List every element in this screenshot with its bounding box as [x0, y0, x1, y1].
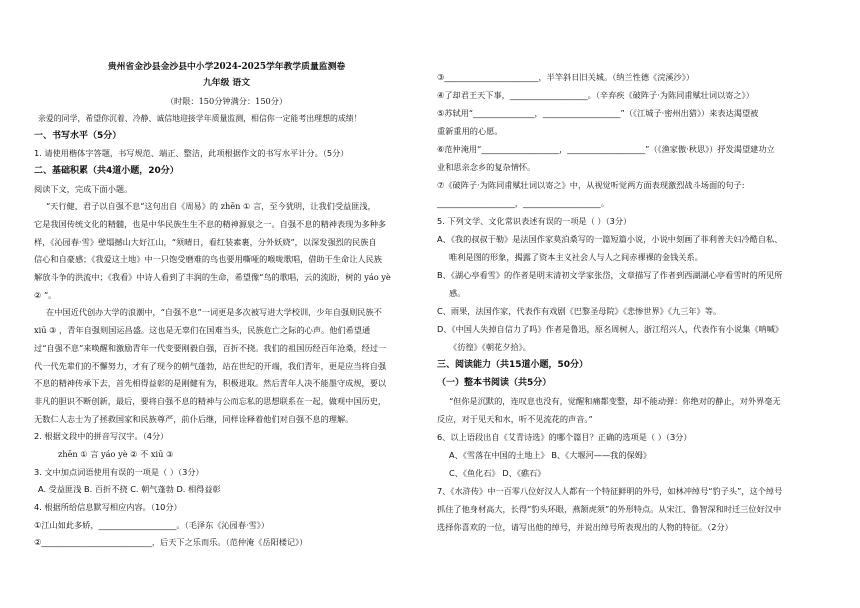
- question-7: 7、《水浒传》中一百零八位好汉人人都有一个特征鲜明的外号，如林冲绰号“豹子头”，这个绰号: [437, 486, 783, 496]
- exam-time: （时限：150分钟满分：150分）: [165, 96, 288, 106]
- question-4-item: ②___________________________，后天下之乐而乐。（范仲淹《岳阳楼记》）: [34, 537, 308, 547]
- passage-line: 代一代先辈们的不懈努力，才有了现今的朝气蓬勃，站在世纪的开端，我们青年，更是应当将自强: [34, 361, 387, 371]
- passage-line: 无数仁人志士为了拯救国家和民族尊严，前仆后继，同样诠释着他们对自强不息的理解。: [34, 414, 354, 424]
- exam-subtitle: 九年级 语文: [202, 78, 251, 88]
- exam-title: 贵州省金沙县金沙县中小学2024-2025学年教学质量监测卷: [107, 62, 346, 72]
- question-6-options: A、《雪落在中国的土地上》 B、《大堰河——我的保姆》: [449, 450, 652, 460]
- question-4-item: ①江山如此多娇，___________________。（毛泽东《沁园春·雪》）: [34, 520, 270, 530]
- recitation-item: ④了却君王天下事，___________________。（辛弃疾《破阵子·为陈同甫赋壮词以寄之》）: [437, 90, 754, 100]
- recitation-item: 业和思亲念乡的复杂情怀。: [437, 162, 536, 172]
- recitation-item: ⑤苏轼用“_______________，___________________”（《江城子·密州出猎》）来表达渴望被: [437, 108, 759, 118]
- question-5-option: 《彷徨》《朝花夕拾》。: [449, 342, 531, 352]
- poem-quote: 反应，对于见天和水，听不见流花的声音。”: [437, 414, 593, 424]
- passage-line: 过“自强不息”来唤醒和激励青年一代变要刚毅自强，百折不挠。我们的祖国历经百年沧桑，经过一: [34, 343, 387, 353]
- poem-quote: “但你是沉默的，连叹息也没有，觉醒和痛都变整，却不能动弹：你绝对的静止，对外界毫无: [449, 396, 781, 406]
- recitation-item: ⑥范仲淹用“___________________，___________________”（《渔家傲·秋思》）抒发渴望建功立: [437, 144, 775, 154]
- passage-line: ② ”。: [34, 290, 57, 300]
- exam-note: 亲爱的同学，希望你沉着、冷静、诚信地迎接学年质量监测，相信你一定能考出理想的成绩！: [38, 114, 362, 123]
- passage-line: 信心和自豪感；《我爱这土地》中一只饱受磨难的鸟也要用嘶哑的喉咙歌唱，借助于生命让人民族: [34, 254, 382, 264]
- passage-line: xiū ③ ，青年自强则国运昌盛。这也是无辜们在国难当头，民族危亡之际的心声。他们希望通: [34, 325, 371, 335]
- section-1-title: 一、书写水平（5分）: [34, 131, 122, 141]
- question-5: 5. 下列文学、文化常识表述有误的一项是（ ）（3分）: [437, 216, 632, 226]
- question-1: 1. 请使用楷体字答题，书写规范、端正、整洁，此项根据作文的书写水平计分。（5分）: [34, 148, 349, 158]
- question-6: 6、以上语段出自《艾青诗选》的哪个篇目？正确的选项是（ ）（3分）: [437, 432, 692, 442]
- question-4: 4. 根据所给信息默写相应内容。（10分）: [34, 502, 182, 512]
- question-6-options: C、《鱼化石》 D、《礁石》: [449, 468, 546, 478]
- reading-intro: 阅读下文，完成下面小题。: [34, 184, 133, 194]
- question-5-option: D、《中国人失掉自信力了吗》作者是鲁迅，原名周树人，浙江绍兴人，代表作有小说集《呐喊》: [437, 324, 784, 334]
- passage-line: 解放斗争的洪流中；《我看》中诗人看到了丰润的生命，希望像“鸟的歌唱，云的流盼，树的 yáo yè: [34, 272, 391, 282]
- question-2-fill: zhēn ① 言 yáo yè ② 不 xiū ③: [58, 449, 174, 459]
- recitation-item: ___________________，___________________。: [437, 198, 609, 208]
- section-3-subtitle: （一）整本书阅读（共5分）: [437, 378, 552, 388]
- question-7: 选择你喜欢的一位，请写出他的绰号，并说出绰号所表现出的人物的特征。（2分）: [437, 522, 733, 532]
- section-2-title: 二、基础积累（共4道小题，20分）: [34, 166, 179, 176]
- question-7: 抓住了他身材高大，长得“豹头环眼，燕颔虎须”的外形特点。从宋江、鲁智深和时迁三位好汉中: [437, 504, 782, 514]
- question-5-option: C、雨果，法国作家，代表作有戏剧《巴黎圣母院》《悲惨世界》《九三年》等。: [437, 306, 722, 316]
- passage-line: 样，《沁园春·雪》壁塌撼山大好江山，“须晴日，看红装素裹，分外妖娆”，以深发强烈的民族自: [34, 237, 377, 247]
- question-5-option: B、《湖心亭看雪》的作者是明末清初文学家张岱，文章描写了作者到西湖湖心亭看雪时的所见所: [437, 270, 783, 280]
- question-5-option: 感。: [449, 288, 466, 298]
- passage-line: “天行健，君子以自强不息”这句出自《周易》的 zhēn ① 言，至今犹明，让我们受益匪浅，: [46, 201, 376, 211]
- passage-line: 它是我国传统文化的精髓，也是中华民族生生不息的精神源泉之一。自强不息的精神表现为多种多: [34, 219, 387, 229]
- passage-line: 在中国近代创办大学的浪潮中，“自强不息”一词更是多次被写进大学校训，少年自强则民族不: [46, 307, 382, 317]
- passage-line: 非凡的胆识不断创新，最后，要将自强不息的精神与公而忘私的思想联系在一起，做观中国历史，: [34, 396, 387, 406]
- question-5-option: 唯利是图的形象，揭露了资本主义社会人与人之间赤裸裸的金钱关系。: [449, 252, 703, 262]
- section-3-title: 三、阅读能力（共15道小题，50分）: [437, 360, 589, 370]
- question-5-option: A、《我的叔叔于勒》是法国作家莫泊桑写的一篇短篇小说，小说中刻画了菲利普夫妇冷酷自私、: [437, 234, 783, 244]
- question-3-options: A. 受益匪浅 B. 百折不挠 C. 朝气蓬勃 D. 相得益彰: [38, 484, 221, 494]
- question-2: 2. 根据文段中的拼音写汉字。（4分）: [34, 431, 169, 441]
- passage-line: 不息的精神传承下去，首先相得益彰的是刚健有为，积极进取。然后青年人决不能墨守成规，要以: [34, 378, 387, 388]
- question-3: 3. 文中加点词语使用有误的一项是（ ）（3分）: [34, 467, 204, 477]
- recitation-item: ③_______________________，半竿斜日旧关城。（纳兰性德《浣溪沙》）: [437, 72, 695, 82]
- recitation-item: 重新重用的心愿。: [437, 126, 503, 136]
- recitation-item: ⑦《破阵子·为陈同甫赋壮词以寄之》中，从视觉听觉两方面表现激烈战斗场面的句子:: [437, 180, 745, 190]
